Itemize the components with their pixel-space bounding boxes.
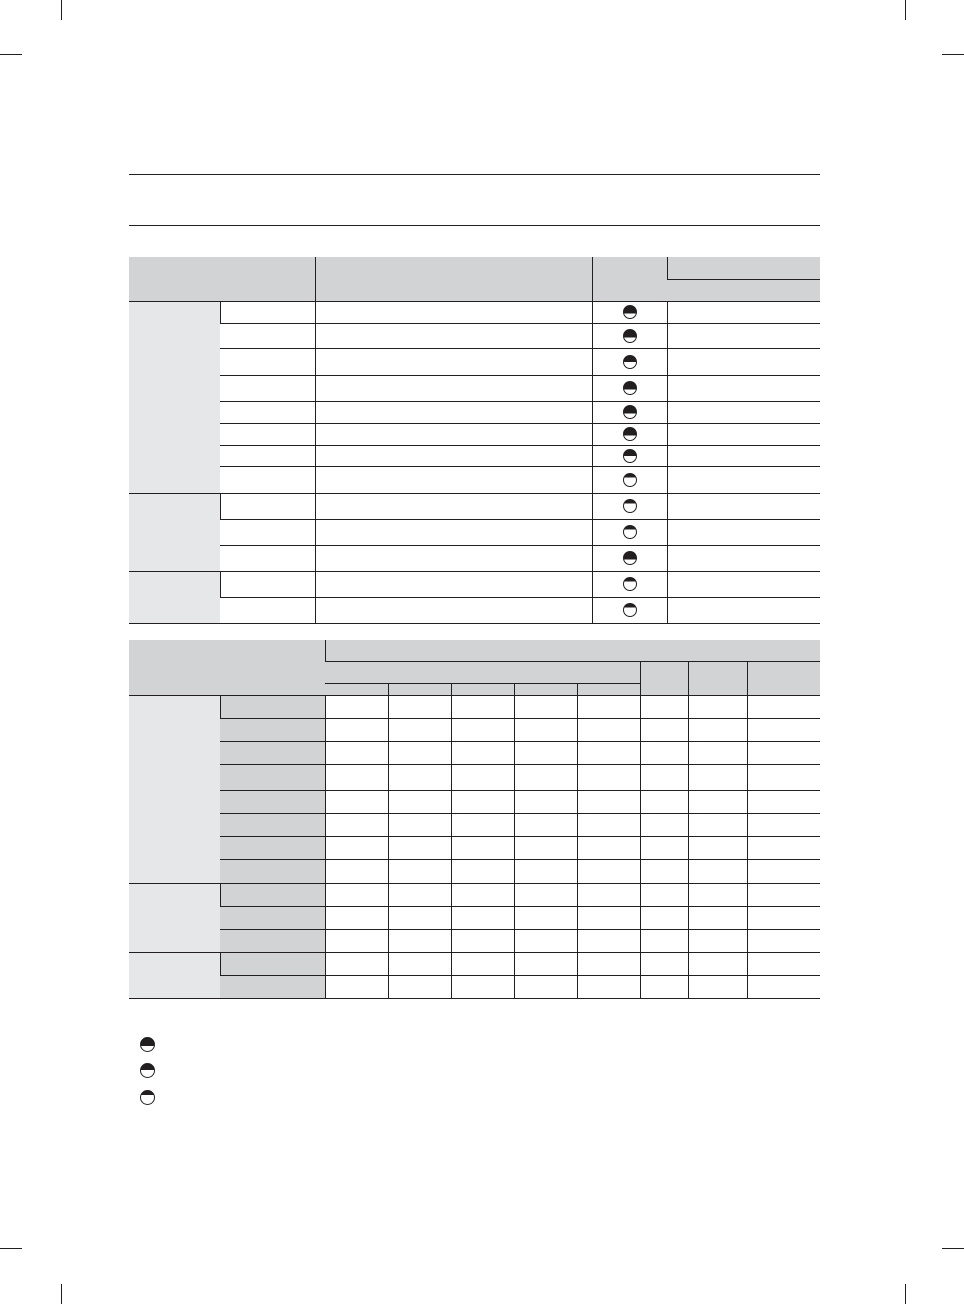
value-cell: [514, 883, 577, 906]
value-cell: [640, 836, 688, 859]
header-description: [315, 257, 592, 301]
storage-cell: [667, 445, 820, 466]
value-cell: [640, 952, 688, 975]
value-cell: [577, 836, 640, 859]
title-rule-bottom: [129, 225, 820, 226]
value-cell: [388, 695, 451, 718]
value-cell: [747, 952, 820, 975]
item-cell: [220, 423, 315, 445]
value-cell: [688, 764, 747, 790]
value-cell: [747, 718, 820, 741]
level-cell: [592, 401, 667, 423]
circle-half-filled-icon: [140, 1063, 155, 1078]
header-item: [129, 257, 315, 301]
circle-mostly-filled-icon: [140, 1037, 155, 1052]
value-cell: [388, 764, 451, 790]
crop-mark: [942, 54, 964, 55]
crop-mark: [61, 1284, 62, 1304]
value-cell: [325, 975, 388, 998]
category-cell: [129, 695, 220, 883]
description-cell: [315, 466, 592, 493]
level-cell: [592, 597, 667, 623]
value-cell: [577, 741, 640, 764]
value-cell: [325, 952, 388, 975]
value-cell: [577, 764, 640, 790]
value-cell: [325, 929, 388, 952]
description-cell: [315, 445, 592, 466]
crop-mark: [942, 1248, 964, 1249]
value-cell: [514, 952, 577, 975]
value-cell: [577, 718, 640, 741]
description-cell: [315, 348, 592, 375]
value-cell: [388, 975, 451, 998]
description-cell: [315, 493, 592, 519]
storage-cell: [667, 301, 820, 323]
value-cell: [747, 836, 820, 859]
circle-mostly-filled-icon: [623, 405, 637, 419]
value-cell: [747, 929, 820, 952]
item-cell: [220, 401, 315, 423]
storage-cell: [667, 519, 820, 545]
item-cell: [220, 375, 315, 401]
circle-slightly-filled-icon: [623, 473, 637, 487]
circle-half-filled-icon: [623, 449, 637, 463]
crop-mark: [61, 0, 62, 20]
item-cell: [220, 323, 315, 348]
value-cell: [577, 952, 640, 975]
item-cell: [220, 718, 325, 741]
value-cell: [688, 790, 747, 813]
value-cell: [688, 836, 747, 859]
value-cell: [388, 741, 451, 764]
value-cell: [747, 741, 820, 764]
item-cell: [220, 741, 325, 764]
category-cell: [129, 952, 220, 998]
value-cell: [577, 859, 640, 883]
level-cell: [592, 423, 667, 445]
value-cell: [640, 695, 688, 718]
value-cell: [388, 790, 451, 813]
description-cell: [315, 519, 592, 545]
value-cell: [325, 741, 388, 764]
value-cell: [640, 718, 688, 741]
description-cell: [315, 571, 592, 597]
item-cell: [220, 348, 315, 375]
value-cell: [514, 975, 577, 998]
legend-item-full: [140, 1036, 155, 1054]
value-cell: [514, 929, 577, 952]
value-cell: [577, 929, 640, 952]
item-cell: [220, 975, 325, 998]
description-cell: [315, 597, 592, 623]
value-cell: [325, 859, 388, 883]
value-cell: [325, 883, 388, 906]
level-cell: [592, 466, 667, 493]
crop-mark: [0, 54, 22, 55]
value-cell: [577, 906, 640, 929]
storage-cell: [667, 493, 820, 519]
circle-mostly-filled-icon: [623, 427, 637, 441]
storage-cell: [667, 597, 820, 623]
value-cell: [514, 836, 577, 859]
item-cell: [220, 929, 325, 952]
item-cell: [220, 883, 325, 906]
value-cell: [451, 718, 514, 741]
category-cell: [129, 493, 220, 571]
item-cell: [220, 836, 325, 859]
storage-cell: [667, 466, 820, 493]
value-cell: [640, 975, 688, 998]
crop-mark: [905, 0, 906, 20]
header-sub-col: [325, 683, 388, 695]
header-col: [688, 661, 747, 695]
value-cell: [640, 859, 688, 883]
value-cell: [514, 813, 577, 836]
description-cell: [315, 375, 592, 401]
value-cell: [388, 952, 451, 975]
value-cell: [451, 764, 514, 790]
value-cell: [451, 741, 514, 764]
circle-mostly-filled-icon: [623, 329, 637, 343]
header-col: [640, 661, 688, 695]
item-cell: [220, 790, 325, 813]
value-cell: [325, 836, 388, 859]
circle-slightly-filled-icon: [623, 603, 637, 617]
value-cell: [388, 836, 451, 859]
description-cell: [315, 423, 592, 445]
page-title: [129, 186, 820, 214]
header-storage: [667, 257, 820, 279]
value-cell: [451, 859, 514, 883]
level-cell: [592, 323, 667, 348]
value-cell: [640, 813, 688, 836]
value-cell: [514, 906, 577, 929]
value-cell: [640, 883, 688, 906]
value-cell: [388, 859, 451, 883]
title-rule-top: [129, 174, 820, 175]
value-cell: [688, 741, 747, 764]
value-cell: [688, 695, 747, 718]
item-cell: [220, 597, 315, 623]
item-cell: [220, 859, 325, 883]
value-cell: [688, 883, 747, 906]
value-cell: [688, 929, 747, 952]
value-cell: [747, 764, 820, 790]
circle-slightly-filled-icon: [140, 1090, 155, 1105]
storage-cell: [667, 423, 820, 445]
value-cell: [688, 906, 747, 929]
circle-mostly-filled-icon: [623, 551, 637, 565]
description-cell: [315, 401, 592, 423]
header-col: [747, 661, 820, 695]
circle-mostly-filled-icon: [623, 381, 637, 395]
category-cell: [129, 883, 220, 952]
category-cell: [129, 301, 220, 493]
value-cell: [640, 929, 688, 952]
value-cell: [451, 975, 514, 998]
description-cell: [315, 323, 592, 348]
item-cell: [220, 906, 325, 929]
level-cell: [592, 445, 667, 466]
value-cell: [688, 813, 747, 836]
value-cell: [451, 836, 514, 859]
item-cell: [220, 571, 315, 597]
header-period-group: [325, 661, 640, 683]
value-cell: [451, 929, 514, 952]
value-cell: [325, 764, 388, 790]
header-sub-col: [388, 683, 451, 695]
storage-cell: [667, 571, 820, 597]
level-cell: [592, 493, 667, 519]
value-cell: [514, 764, 577, 790]
value-cell: [747, 813, 820, 836]
level-cell: [592, 301, 667, 323]
value-cell: [325, 695, 388, 718]
storage-cell: [667, 348, 820, 375]
value-cell: [688, 975, 747, 998]
storage-period-table: [129, 640, 820, 999]
circle-slightly-filled-icon: [623, 525, 637, 539]
header-period: [325, 640, 820, 661]
legend-item-half: [140, 1062, 155, 1080]
value-cell: [577, 883, 640, 906]
value-cell: [747, 975, 820, 998]
level-cell: [592, 545, 667, 571]
header-sub-col: [451, 683, 514, 695]
value-cell: [451, 906, 514, 929]
value-cell: [640, 764, 688, 790]
value-cell: [747, 906, 820, 929]
value-cell: [640, 906, 688, 929]
value-cell: [577, 813, 640, 836]
value-cell: [388, 813, 451, 836]
item-cell: [220, 813, 325, 836]
value-cell: [747, 883, 820, 906]
crop-mark: [0, 1248, 22, 1249]
circle-mostly-filled-icon: [623, 305, 637, 319]
value-cell: [514, 695, 577, 718]
header-storage-sub: [667, 279, 820, 301]
value-cell: [388, 929, 451, 952]
value-cell: [325, 790, 388, 813]
value-cell: [577, 695, 640, 718]
value-cell: [688, 718, 747, 741]
value-cell: [747, 859, 820, 883]
item-cell: [220, 545, 315, 571]
value-cell: [325, 906, 388, 929]
level-cell: [592, 348, 667, 375]
value-cell: [451, 952, 514, 975]
value-cell: [388, 906, 451, 929]
header-item: [129, 640, 325, 695]
storage-guide-table: [129, 257, 820, 624]
value-cell: [451, 695, 514, 718]
category-cell: [129, 571, 220, 623]
value-cell: [514, 790, 577, 813]
value-cell: [388, 883, 451, 906]
item-cell: [220, 519, 315, 545]
value-cell: [640, 790, 688, 813]
value-cell: [577, 975, 640, 998]
description-cell: [315, 301, 592, 323]
item-cell: [220, 952, 325, 975]
description-cell: [315, 545, 592, 571]
value-cell: [747, 790, 820, 813]
crop-mark: [905, 1284, 906, 1304]
value-cell: [747, 695, 820, 718]
value-cell: [514, 741, 577, 764]
value-cell: [688, 859, 747, 883]
value-cell: [514, 859, 577, 883]
circle-slightly-filled-icon: [623, 577, 637, 591]
item-cell: [220, 764, 325, 790]
value-cell: [451, 813, 514, 836]
storage-cell: [667, 375, 820, 401]
storage-cell: [667, 545, 820, 571]
value-cell: [514, 718, 577, 741]
legend-item-low: [140, 1089, 155, 1107]
storage-cell: [667, 401, 820, 423]
header-level: [592, 257, 667, 301]
value-cell: [577, 790, 640, 813]
item-cell: [220, 493, 315, 519]
value-cell: [451, 883, 514, 906]
item-cell: [220, 466, 315, 493]
value-cell: [688, 952, 747, 975]
value-cell: [451, 790, 514, 813]
value-cell: [325, 718, 388, 741]
header-sub-col: [577, 683, 640, 695]
value-cell: [388, 718, 451, 741]
item-cell: [220, 301, 315, 323]
header-sub-col: [514, 683, 577, 695]
circle-half-filled-icon: [623, 355, 637, 369]
storage-cell: [667, 323, 820, 348]
level-cell: [592, 519, 667, 545]
value-cell: [640, 741, 688, 764]
circle-slightly-filled-icon: [623, 499, 637, 513]
level-cell: [592, 571, 667, 597]
item-cell: [220, 695, 325, 718]
item-cell: [220, 445, 315, 466]
value-cell: [325, 813, 388, 836]
level-cell: [592, 375, 667, 401]
